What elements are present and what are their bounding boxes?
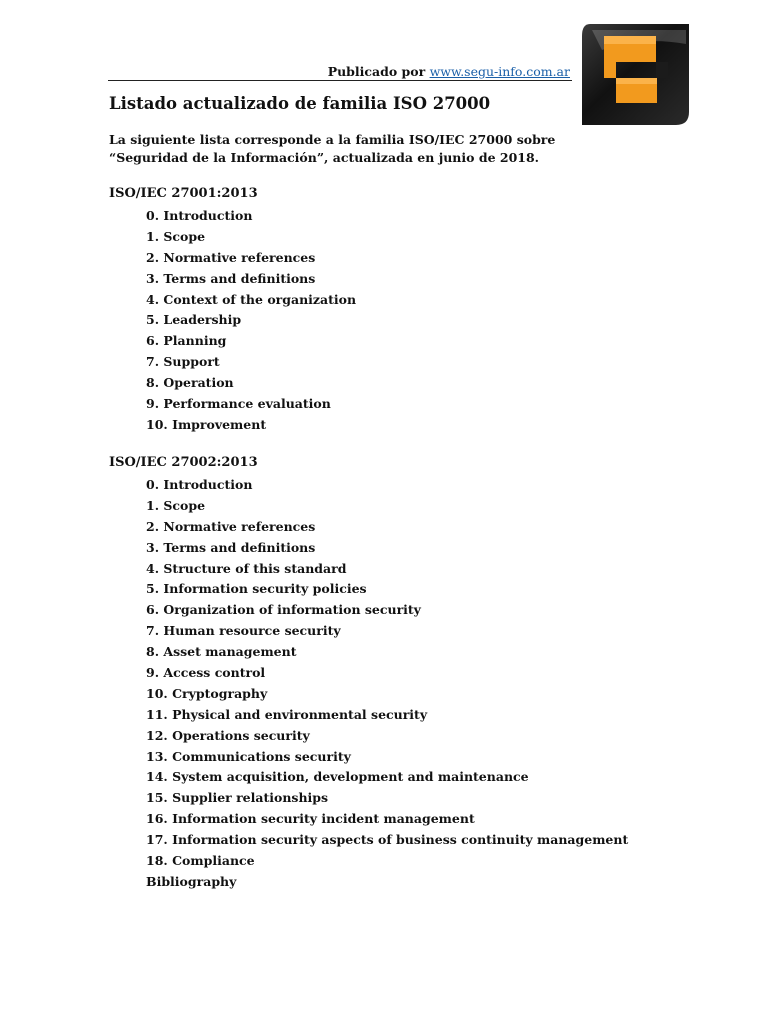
list-item: 9. Performance evaluation: [146, 396, 331, 412]
list-item: 5. Leadership: [146, 312, 242, 328]
list-item: Bibliography: [146, 873, 237, 889]
list-item: 8. Asset management: [146, 644, 297, 660]
list-item: 3. Terms and definitions: [146, 270, 316, 286]
published-label: Publicado por: [327, 64, 426, 79]
list-item: 4. Context of the organization: [146, 291, 357, 307]
list-item: 13. Communications security: [146, 748, 351, 764]
list-item: 2. Normative references: [146, 518, 316, 534]
list-item: 0. Introduction: [146, 208, 253, 223]
list-item: 5. Information security policies: [146, 581, 367, 597]
section-heading-27001: ISO/IEC 27001:2013: [109, 186, 258, 201]
list-item: 0. Introduction: [146, 477, 253, 492]
list-item: 7. Support: [146, 354, 220, 370]
list-item: 10. Cryptography: [146, 685, 268, 701]
list-item: 15. Supplier relationships: [146, 790, 329, 806]
list-item: 2. Normative references: [146, 249, 316, 265]
list-item: 16. Information security incident management: [146, 811, 475, 827]
section-heading-27002: ISO/IEC 27002:2013: [109, 455, 258, 470]
list-item: 12. Operations security: [146, 727, 310, 743]
published-link[interactable]: www.segu-info.com.ar: [429, 64, 570, 79]
list-item: 7. Human resource security: [146, 623, 341, 639]
list-item: 4. Structure of this standard: [146, 560, 347, 576]
section-list-27002: [146, 475, 628, 893]
list-item: 14. System acquisition, development and maintenance: [146, 769, 529, 785]
list-item: 6. Planning: [146, 333, 227, 349]
list-item: 1. Scope: [146, 228, 206, 244]
list-item: 9. Access control: [146, 665, 266, 681]
segu-info-logo: [582, 24, 689, 125]
list-item: 18. Compliance: [146, 853, 255, 869]
list-item: 11. Physical and environmental security: [146, 706, 428, 722]
list-item: 6. Organization of information security: [146, 602, 421, 618]
intro-paragraph: La siguiente lista corresponde a la familia ISO/IEC 27000 sobre “Seguridad de la Información”, actualizada en junio de 2018.: [109, 132, 556, 165]
list-item: 10. Improvement: [146, 416, 267, 432]
header-divider: [108, 80, 572, 81]
section-list-27001: [146, 206, 356, 436]
published-by: [328, 64, 570, 79]
document-title: Listado actualizado de familia ISO 27000: [109, 94, 491, 113]
list-item: 17. Information security aspects of business continuity management: [146, 832, 629, 848]
list-item: 8. Operation: [146, 375, 234, 391]
list-item: 1. Scope: [146, 497, 206, 513]
list-item: 3. Terms and definitions: [146, 539, 316, 555]
